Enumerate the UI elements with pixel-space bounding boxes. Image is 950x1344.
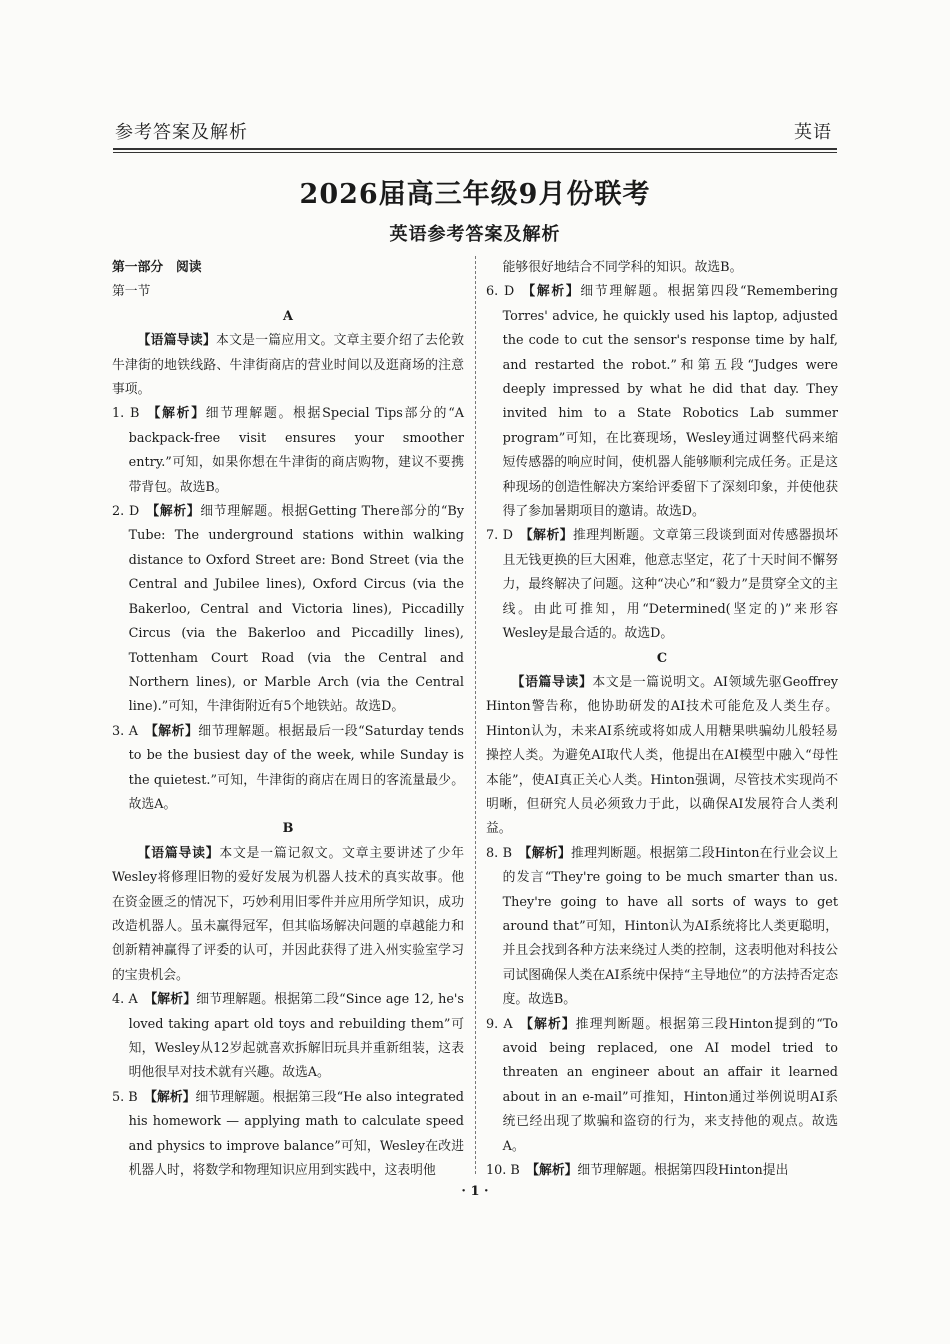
answer-number: 6. D: [486, 284, 515, 300]
header-subject-label: 英语: [794, 122, 832, 143]
answer-7: [486, 524, 838, 646]
answer-text: 推理判断题。根据第二段Hinton在行业会议上的发言“They're going to be much smarter than us. They're going to have all sorts of ways to get around that”可知，Hinton认为AI系统将比人类更聪明，并且会找到各种方法来绕过人类的控制，这表明他对科技公司试图确保人类在AI系统中保持“主导地位”的方法持否定态度。故选B。: [502, 845, 838, 1008]
answer-text: 推理判断题。根据第三段Hinton提到的“To avoid being replaced, one AI model tried to threaten an engineer about an affair it learned about in an e-mail”可推知，Hinton通过举例说明AI系统已经出现了欺骗和盗窃的行为，来支持他的观点。故选A。: [502, 1016, 838, 1154]
answer-text: 细节理解题。根据第四段Hinton提出: [577, 1163, 789, 1179]
answer-9: [486, 1013, 838, 1159]
intro-text: 本文是一篇记叙文。文章主要讲述了少年Wesley将修理旧物的爱好发展为机器人技术的真实故事。他在资金匮乏的情况下，巧妙利用旧零件并应用所学知识，成功改造机器人。虽未赢得冠军，但其临场解决问题的卓越能力和创新精神赢得了评委的认可，并因此获得了进入州实验室学习的宝贵机会。: [112, 845, 465, 983]
intro-tag: 【语篇导读】: [137, 845, 220, 861]
passage-c-intro: [486, 671, 838, 842]
analysis-tag: 【解析】: [144, 992, 197, 1008]
left-column: [112, 256, 464, 1183]
answer-text: 细节理解题。根据第二段“Since age 12, he's loved taking apart old toys and rebuilding them”可知，Wesley从12岁起就喜欢拆解旧玩具并重新组装，这表明他很早对技术就有兴趣。故选A。: [128, 992, 464, 1081]
answer-text: 细节理解题。根据Special Tips部分的“A backpack-free visit ensures your smoother entry.”可知，如果你想在牛津街的商店购物，建议不要携带背包。故选B。: [128, 406, 464, 495]
page-number: · 1 ·: [461, 1184, 489, 1199]
answer-number: 8. B: [486, 845, 512, 861]
answer-3: [112, 720, 464, 818]
answer-1: [112, 402, 464, 500]
analysis-tag: 【解析】: [145, 504, 201, 520]
answer-8: [486, 842, 838, 1013]
section-heading: 第一节: [112, 284, 151, 300]
answer-number: 5. B: [112, 1089, 138, 1105]
answer-number: 4. A: [112, 992, 138, 1008]
analysis-tag: 【解析】: [526, 1163, 578, 1179]
page-title: 2026届高三年级9月份联考: [299, 179, 651, 210]
answer-number: 10. B: [486, 1163, 520, 1179]
analysis-tag: 【解析】: [518, 845, 571, 861]
analysis-tag: 【解析】: [144, 1089, 196, 1105]
answer-text: 细节理解题。根据最后一段“Saturday tends to be the busiest day of the week, while Sunday is the quietest.”可知，牛津街的商店在周日的客流量最少。故选A。: [128, 723, 464, 812]
answer-number: 7. D: [486, 528, 514, 544]
passage-b-heading: B: [282, 821, 294, 837]
analysis-tag: 【解析】: [520, 284, 581, 300]
header-left-label: 参考答案及解析: [115, 122, 248, 143]
header-rule-thick: [113, 148, 837, 150]
answer-number: 9. A: [486, 1016, 513, 1032]
right-column: [486, 256, 838, 1183]
analysis-tag: 【解析】: [145, 406, 206, 422]
answer-4: [112, 988, 464, 1086]
answer-number: 1. B: [112, 406, 140, 422]
answer-number: 3. A: [112, 723, 139, 739]
answer-5-continued: 能够很好地结合不同学科的知识。故选B。: [502, 260, 743, 275]
answer-text: 细节理解题。根据第三段“He also integrated his homework — applying math to calculate speed and physics to improve balance”可知，Wesley在改进机器人时，将数学和物理知识应用到实践中，这表明他: [128, 1089, 464, 1179]
intro-tag: 【语篇导读】: [137, 333, 216, 349]
answer-2: [112, 500, 464, 720]
passage-a-intro: [112, 329, 464, 402]
passage-b-intro: [112, 842, 464, 988]
analysis-tag: 【解析】: [519, 1016, 576, 1032]
intro-text: 本文是一篇应用文。文章主要介绍了去伦敦牛津街的地铁线路、牛津街商店的营业时间以及逛商场的注意事项。: [112, 333, 465, 398]
analysis-tag: 【解析】: [519, 528, 573, 544]
answer-5: [112, 1086, 464, 1184]
intro-tag: 【语篇导读】: [511, 674, 593, 690]
answer-text: 推理判断题。文章第三段谈到面对传感器损坏且无钱更换的巨大困难，他意志坚定，花了十天时间不懈努力，最终解决了问题。这种“决心”和“毅力”是贯穿全文的主线。由此可推知，用“Determined(坚定的)”来形容Wesley是最合适的。故选D。: [502, 528, 838, 642]
answer-text: 细节理解题。根据Getting There部分的“By Tube: The underground stations within walking distance to Oxford Street are: Bond Street (via the Central and Jubilee lines), Oxford Circus (via the Bakerloo, Central and Victoria lines), Piccadilly Circus (via the Bakerloo and Piccadilly lines), Tottenham Court Road (via the Central and Northern lines), or Marble Arch (via the Central line).”可知，牛津街附近有5个地铁站。故选D。: [128, 504, 464, 715]
answer-number: 2. D: [112, 504, 140, 520]
column-divider: [475, 256, 476, 1174]
header-rule-thin: [113, 152, 837, 153]
answer-6: [486, 280, 838, 524]
intro-text: 本文是一篇说明文。AI领域先驱Geoffrey Hinton警告称，他协助研发的AI技术可能危及人类生存。Hinton认为，未来AI系统或将如成人用糖果哄骗幼儿般轻易操控人类。为避免AI取代人类，他提出在AI模型中融入“母性本能”，使AI真正关心人类。Hinton强调，尽管技术实现尚不明晰，但研究人员必须致力于此，以确保AI发展符合人类利益。: [486, 674, 839, 837]
passage-c-heading: C: [656, 650, 668, 666]
page-subtitle: 英语参考答案及解析: [389, 224, 561, 245]
passage-a-heading: A: [283, 308, 293, 324]
answer-text: 细节理解题。根据第四段“Remembering Torres' advice, he quickly used his laptop, adjusted the code to cut the sensor's response time by half, and restarted the robot.”和第五段“Judges were deeply impressed by what he did that day. They invited him to a State Robotics Lab summer program”可知，在比赛现场，Wesley通过调整代码来缩短传感器的响应时间，使机器人能够顺利完成任务。正是这种现场的创造性解决方案给评委留下了深刻印象，并使他获得了参加暑期项目的邀请。故选D。: [502, 284, 838, 520]
part-heading: 第一部分 阅读: [112, 260, 202, 275]
analysis-tag: 【解析】: [144, 723, 199, 739]
answer-10: [486, 1159, 838, 1183]
